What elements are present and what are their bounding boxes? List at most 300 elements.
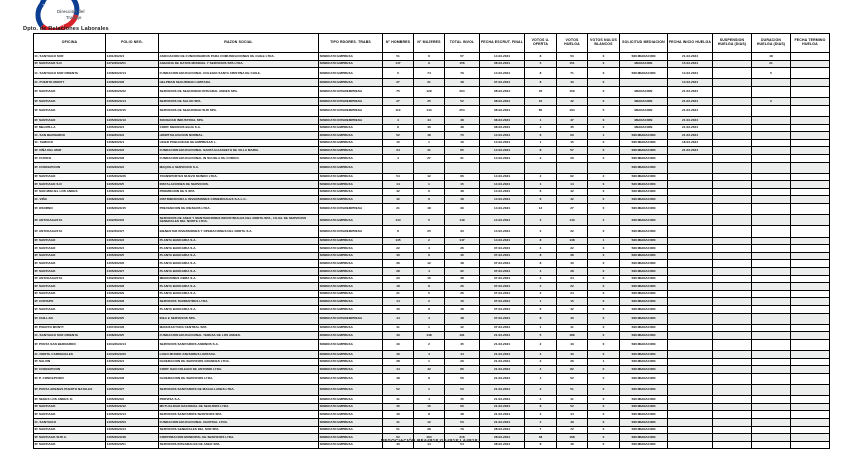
cell-fecha-termino-huelga (791, 68, 830, 79)
cell-fecha-termino-huelga (791, 324, 830, 332)
cell-votos-nulos-blancos: 0 (588, 124, 620, 132)
cell-suspension-huelga (713, 290, 752, 298)
cell-oficina: IP. ANTOFAGASTA (34, 215, 106, 226)
cell-suspension-huelga (713, 298, 752, 306)
cell-n-hombres: 4 (383, 154, 414, 162)
cell-total-involucrados: 254 (445, 105, 480, 116)
cell-n-mujeres: 4 (414, 313, 445, 324)
cell-votos-huelga: 46 (557, 441, 588, 449)
table-row[interactable] (34, 60, 830, 68)
table-row[interactable] (34, 98, 830, 106)
cell-tipo-trabajadores: SINDICATO EMPRESA (319, 154, 383, 162)
cell-n-hombres: 23 (383, 275, 414, 283)
cell-razon-social: FUNDACION EDUCACIONAL COLEGIO SANTA CRISTINA DE CHILE. (159, 68, 319, 79)
cell-fecha-inicio-huelga (668, 162, 713, 173)
cell-razon-social: SERVICIOS DE SALUD SPA. (159, 98, 319, 106)
cell-n-mujeres: 4 (414, 351, 445, 359)
cell-folio: 1405/2024/12 (106, 403, 159, 411)
cell-oficina: IP. ANTOFAGASTA (34, 226, 106, 237)
cell-fecha-escrutinio: 07-03-2024 (480, 268, 525, 276)
cell-tipo-trabajadores: SINDICATO EMPRESA (319, 252, 383, 260)
cell-tipo-trabajadores: SINDICATO INTEREMPRESA (319, 98, 383, 106)
cell-n-mujeres: 25 (414, 226, 445, 237)
cell-oficina: IP. OSORNO (34, 204, 106, 215)
cell-solicitud-mediacion: SIN MEDIACION (620, 139, 668, 147)
cell-total-involucrados: 149 (445, 215, 480, 226)
cell-duracion-huelga (752, 275, 791, 283)
table-row[interactable] (34, 339, 830, 350)
cell-fecha-escrutinio: 14-03-2024 (480, 154, 525, 162)
cell-razon-social: PLANTA BANCARIA S.A. (159, 283, 319, 291)
cell-n-hombres: 27 (383, 79, 414, 87)
cell-folio: 1405/2024/14 (106, 411, 159, 419)
cell-fecha-termino-huelga (791, 290, 830, 298)
cell-fecha-escrutinio: 07-03-2024 (480, 305, 525, 313)
cell-votos-huelga: 51 (557, 385, 588, 396)
cell-solicitud-mediacion: SIN MEDIACION (620, 385, 668, 396)
cell-folio: 1408/2024/5 (106, 332, 159, 340)
table-row[interactable] (34, 245, 830, 253)
cell-fecha-termino-huelga (791, 339, 830, 350)
table-row[interactable] (34, 252, 830, 260)
col-n-hombres: N° HOMBRES (383, 34, 414, 53)
cell-suspension-huelga (713, 426, 752, 434)
cell-duracion-huelga (752, 411, 791, 419)
cell-n-hombres: 52 (383, 385, 414, 396)
cell-votos-ultima-oferta: 4 (525, 351, 557, 359)
cell-solicitud-mediacion: SIN MEDIACION (620, 358, 668, 366)
cell-votos-huelga: 40 (557, 351, 588, 359)
table-row[interactable] (34, 324, 830, 332)
cell-folio: 1405/2024/22 (106, 86, 159, 97)
cell-oficina: IC. VIÑA (34, 196, 106, 204)
cell-n-mujeres: 41 (414, 147, 445, 155)
cell-razon-social: FEDERACION DE SERVICIOS LTDA. (159, 373, 319, 384)
cell-tipo-trabajadores: SINDICATO EMPRESA (319, 237, 383, 245)
cell-votos-ultima-oferta: 8 (525, 147, 557, 155)
cell-n-mujeres: 74 (414, 68, 445, 79)
col-suspension-huelga: SUSPENSION HUELGA (DIAS) (713, 34, 752, 53)
cell-suspension-huelga (713, 351, 752, 359)
cell-votos-nulos-blancos: 0 (588, 268, 620, 276)
table-row[interactable] (34, 181, 830, 189)
cell-fecha-termino-huelga (791, 252, 830, 260)
cell-suspension-huelga (713, 324, 752, 332)
cell-votos-nulos-blancos: 0 (588, 324, 620, 332)
cell-duracion-huelga (752, 305, 791, 313)
cell-n-mujeres (414, 162, 445, 173)
table-row[interactable] (34, 358, 830, 366)
cell-total-involucrados: 56 (445, 373, 480, 384)
cell-solicitud-mediacion: SIN MEDIACION (620, 188, 668, 196)
cell-votos-nulos-blancos: 0 (588, 290, 620, 298)
cell-razon-social: HOSPITALIZACION NORMAL. (159, 132, 319, 140)
cell-n-mujeres: 1 (414, 324, 445, 332)
cell-n-hombres: 41 (383, 419, 414, 427)
cell-n-hombres: 45 (383, 403, 414, 411)
cell-votos-nulos-blancos: 0 (588, 98, 620, 106)
cell-votos-nulos-blancos: 0 (588, 426, 620, 434)
cell-tipo-trabajadores: SINDICATO EMPRESA (319, 60, 383, 68)
cell-solicitud-mediacion: SIN MEDIACION (620, 132, 668, 140)
cell-folio: 1405/2024/8 (106, 283, 159, 291)
cell-n-mujeres: 8 (414, 283, 445, 291)
cell-tipo-trabajadores: SINDICATO EMPRESA (319, 139, 383, 147)
cell-tipo-trabajadores: SINDICATO EMPRESA (319, 373, 383, 384)
cell-suspension-huelga (713, 147, 752, 155)
cell-suspension-huelga (713, 139, 752, 147)
cell-fecha-inicio-huelga (668, 173, 713, 181)
table-row[interactable] (34, 411, 830, 419)
table-row[interactable] (34, 226, 830, 237)
cell-total-involucrados: 156 (445, 60, 480, 68)
table-row[interactable] (34, 426, 830, 434)
table-row[interactable] (34, 385, 830, 396)
cell-suspension-huelga (713, 162, 752, 173)
cell-suspension-huelga (713, 332, 752, 340)
cell-razon-social: FUNDACION EDUCACIONAL TERESA DE LOS ANDES. (159, 332, 319, 340)
cell-folio: 1403/2024/8 (106, 373, 159, 384)
cell-solicitud-mediacion: SIN MEDIACION (620, 324, 668, 332)
cell-n-mujeres: 9 (414, 60, 445, 68)
cell-n-hombres: 147 (383, 60, 414, 68)
cell-razon-social: PREVENCION DE RIESGOS LTDA. (159, 204, 319, 215)
cell-razon-social: MAQUILA SERVICIOS S.A. (159, 162, 319, 173)
cell-fecha-inicio-huelga (668, 313, 713, 324)
cell-fecha-escrutinio: 14-03-2024 (480, 196, 525, 204)
cell-fecha-termino-huelga (791, 366, 830, 374)
cell-razon-social: CORP. MEDICOS BAJA S.A. (159, 124, 319, 132)
cell-fecha-escrutinio: 08-03-2024 (480, 124, 525, 132)
table-row[interactable] (34, 403, 830, 411)
cell-total-involucrados: 26 (445, 283, 480, 291)
cell-fecha-inicio-huelga: 21-03-2024 (668, 132, 713, 140)
cell-tipo-trabajadores: SINDICATO EMPRESA (319, 124, 383, 132)
cell-votos-ultima-oferta: 5 (525, 60, 557, 68)
cell-duracion-huelga (752, 419, 791, 427)
cell-votos-nulos-blancos: 5 (588, 105, 620, 116)
cell-votos-huelga: 49 (557, 419, 588, 427)
cell-n-mujeres: 12 (414, 419, 445, 427)
cell-votos-ultima-oferta: 4 (525, 283, 557, 291)
cell-n-mujeres: 2 (414, 339, 445, 350)
cell-oficina: IC. TEMUCO (34, 139, 106, 147)
cell-n-mujeres: 15 (414, 403, 445, 411)
cell-votos-nulos-blancos: 0 (588, 204, 620, 215)
table-row[interactable] (34, 283, 830, 291)
cell-solicitud-mediacion: MEDIACION (620, 116, 668, 124)
cell-votos-ultima-oferta: 8 (525, 260, 557, 268)
cell-fecha-termino-huelga (791, 173, 830, 181)
cell-votos-huelga: 52 (557, 373, 588, 384)
cell-n-mujeres: 12 (414, 260, 445, 268)
cell-tipo-trabajadores: SINDICATO EMPRESA (319, 358, 383, 366)
col-votos-nulos-blancos: VOTOS NULOS BLANCOS (588, 34, 620, 53)
cell-votos-huelga: 72 (557, 426, 588, 434)
cell-n-hombres: 15 (383, 139, 414, 147)
table-row[interactable] (34, 260, 830, 268)
cell-tipo-trabajadores: SINDICATO EMPRESA (319, 147, 383, 155)
cell-votos-huelga: 151 (557, 60, 588, 68)
table-row[interactable] (34, 79, 830, 87)
cell-votos-huelga: 138 (557, 237, 588, 245)
cell-duracion-huelga (752, 385, 791, 396)
cell-duracion-huelga (752, 237, 791, 245)
cell-suspension-huelga (713, 403, 752, 411)
cell-votos-ultima-oferta: 2 (525, 226, 557, 237)
cell-votos-nulos-blancos: 0 (588, 68, 620, 79)
cell-solicitud-mediacion: SIN MEDIACION (620, 252, 668, 260)
footer-note: NEGOCIACIÓN RE&#818;G&#818;L&#818; (380, 438, 480, 443)
cell-tipo-trabajadores: SINDICATO EMPRESA (319, 181, 383, 189)
cell-suspension-huelga (713, 275, 752, 283)
table-row[interactable] (34, 275, 830, 283)
cell-votos-ultima-oferta: 12 (525, 204, 557, 215)
cell-votos-huelga: 40 (557, 79, 588, 87)
table-row[interactable] (34, 351, 830, 359)
cell-suspension-huelga (713, 132, 752, 140)
cell-suspension-huelga (713, 245, 752, 253)
cell-tipo-trabajadores: SINDICATO EMPRESA (319, 260, 383, 268)
cell-fecha-termino-huelga (791, 419, 830, 427)
col-solicitud-mediacion: SOLICITUD MEDIACION (620, 34, 668, 53)
cell-folio: 1402/2024/7 (106, 226, 159, 237)
cell-folio: 1403/2024/5 (106, 313, 159, 324)
table-row[interactable] (34, 215, 830, 226)
table-row[interactable] (34, 86, 830, 97)
cell-fecha-escrutinio: 14-03-2024 (480, 188, 525, 196)
cell-razon-social: PLANTA BANCARIA S.A. (159, 260, 319, 268)
cell-total-involucrados: 16 (445, 139, 480, 147)
cell-n-hombres (383, 162, 414, 173)
cell-oficina: IP. SANTIAGO (34, 411, 106, 419)
cell-fecha-inicio-huelga (668, 260, 713, 268)
table-row[interactable] (34, 124, 830, 132)
cell-votos-huelga: 42 (557, 98, 588, 106)
cell-total-involucrados: 48 (445, 124, 480, 132)
cell-votos-ultima-oferta: 7 (525, 426, 557, 434)
cell-votos-ultima-oferta: 48 (525, 434, 557, 442)
cell-fecha-inicio-huelga: 18-03-2024 (668, 139, 713, 147)
cell-solicitud-mediacion: SIN MEDIACION (620, 332, 668, 340)
cell-fecha-escrutinio: 07-03-2024 (480, 290, 525, 298)
cell-n-mujeres: 6 (414, 196, 445, 204)
cell-fecha-termino-huelga (791, 162, 830, 173)
cell-duracion-huelga (752, 245, 791, 253)
cell-n-hombres: 54 (383, 173, 414, 181)
cell-razon-social: FUNDACION EDUCACIONAL SANTA ELIZABETH DE VILLA MARIA. (159, 147, 319, 155)
cell-n-hombres: 40 (383, 252, 414, 260)
table-row[interactable] (34, 290, 830, 298)
cell-total-involucrados: 65 (445, 147, 480, 155)
cell-oficina: IP. SANTIAGO S.N (34, 181, 106, 189)
cell-duracion-huelga: 18 (752, 53, 791, 61)
cell-n-mujeres: 1 (414, 358, 445, 366)
table-row[interactable] (34, 132, 830, 140)
cell-solicitud-mediacion: SIN MEDIACION (620, 53, 668, 61)
table-row[interactable] (34, 268, 830, 276)
cell-votos-nulos-blancos: 0 (588, 351, 620, 359)
table-row[interactable] (34, 204, 830, 215)
cell-n-mujeres: 5 (414, 290, 445, 298)
cell-tipo-trabajadores: SINDICATO EMPRESA (319, 68, 383, 79)
cell-fecha-termino-huelga (791, 188, 830, 196)
cell-total-involucrados: 15 (445, 181, 480, 189)
cell-votos-huelga: 43 (557, 339, 588, 350)
cell-votos-nulos-blancos: 0 (588, 305, 620, 313)
cell-oficina: IP. P. CONCEPCION (34, 373, 106, 384)
cell-n-mujeres: 148 (414, 332, 445, 340)
cell-fecha-inicio-huelga: 21-03-2024 (668, 86, 713, 97)
cell-folio: 1405/2024/6 (106, 260, 159, 268)
cell-total-involucrados: 147 (445, 237, 480, 245)
cell-fecha-inicio-huelga: 21-03-2024 (668, 105, 713, 116)
table-row[interactable] (34, 237, 830, 245)
cell-duracion-huelga (752, 116, 791, 124)
cell-duracion-huelga (752, 132, 791, 140)
cell-folio: 1405/2024/2 (106, 305, 159, 313)
cell-votos-huelga: 34 (557, 275, 588, 283)
cell-votos-nulos-blancos: 0 (588, 411, 620, 419)
cell-votos-ultima-oferta: 1 (525, 324, 557, 332)
table-row[interactable] (34, 188, 830, 196)
cell-total-involucrados: 29 (445, 358, 480, 366)
logo-line-1: Dirección del (57, 9, 85, 14)
cell-razon-social: CORPORACION MUNICIPAL DE SERVICIOS LTDA. (159, 434, 319, 442)
cell-fecha-inicio-huelga (668, 339, 713, 350)
cell-fecha-inicio-huelga: 15-03-2024 (668, 60, 713, 68)
table-row[interactable] (34, 196, 830, 204)
cell-n-hombres: 4 (383, 116, 414, 124)
cell-votos-huelga: 24 (557, 290, 588, 298)
cell-votos-nulos-blancos: 0 (588, 188, 620, 196)
cell-oficina: IP. SANTIAGO (34, 98, 106, 106)
cell-tipo-trabajadores: SINDICATO EMPRESA (319, 79, 383, 87)
cell-votos-nulos-blancos: 0 (588, 298, 620, 306)
cell-fecha-escrutinio: 21-03-2024 (480, 366, 525, 374)
cell-tipo-trabajadores: SINDICATO EMPRESA (319, 411, 383, 419)
cell-folio: 1404/2024/14 (106, 339, 159, 350)
table-row[interactable] (34, 373, 830, 384)
table-row[interactable] (34, 396, 830, 404)
cell-fecha-termino-huelga (791, 215, 830, 226)
cell-votos-ultima-oferta: 1 (525, 298, 557, 306)
cell-oficina: IP. SALVIN (34, 358, 106, 366)
cell-fecha-inicio-huelga: 21-03-2024 (668, 124, 713, 132)
cell-total-involucrados: 66 (445, 173, 480, 181)
cell-solicitud-mediacion: SIN MEDIACION (620, 260, 668, 268)
table-row[interactable] (34, 105, 830, 116)
cell-fecha-escrutinio: 08-03-2024 (480, 86, 525, 97)
table-row[interactable] (34, 313, 830, 324)
cell-duracion-huelga (752, 358, 791, 366)
cell-suspension-huelga (713, 373, 752, 384)
cell-oficina: IP. SANTIAGO (34, 173, 106, 181)
cell-duracion-huelga (752, 124, 791, 132)
cell-solicitud-mediacion: SIN MEDIACION (620, 366, 668, 374)
cell-fecha-escrutinio: 14-03-2024 (480, 215, 525, 226)
cell-fecha-escrutinio: 28-03-2024 (480, 434, 525, 442)
cell-votos-ultima-oferta: 4 (525, 419, 557, 427)
table-row[interactable] (34, 147, 830, 155)
cell-votos-ultima-oferta: 5 (525, 332, 557, 340)
cell-total-involucrados: 70 (445, 132, 480, 140)
cell-n-hombres: 22 (383, 245, 414, 253)
cell-razon-social: ASOCIACION DE FUNCIONARIOS PARA COMUNICACIONES DE CHILE LTDA. (159, 53, 319, 61)
cell-fecha-escrutinio: 21-03-2024 (480, 419, 525, 427)
cell-suspension-huelga (713, 283, 752, 291)
cell-razon-social: SERVICIOS DE ASEO Y MANTENCIONES INDUSTRIALES DEL NORTE SPA., FILIAL DE SERVICIOS GENERALES DEL NORTE LTDA. (159, 215, 319, 226)
cell-razon-social: SERVICIOS SANITARIOS ANDINOS S.A. (159, 339, 319, 350)
cell-fecha-escrutinio: 14-03-2024 (480, 147, 525, 155)
cell-votos-huelga: 32 (557, 226, 588, 237)
cell-n-mujeres: 4 (414, 268, 445, 276)
cell-n-mujeres: 14 (414, 441, 445, 449)
cell-razon-social: PLANTA BANCARIA S.A. (159, 290, 319, 298)
cell-duracion-huelga (752, 298, 791, 306)
cell-fecha-inicio-huelga (668, 237, 713, 245)
table-row[interactable] (34, 116, 830, 124)
cell-total-involucrados: 216 (445, 434, 480, 442)
table-row[interactable] (34, 162, 830, 173)
cell-oficina: IC. SANTIAGO (34, 419, 106, 427)
table-row[interactable] (34, 154, 830, 162)
cell-tipo-trabajadores: SINDICATO EMPRESA (319, 132, 383, 140)
cell-votos-ultima-oferta: 4 (525, 366, 557, 374)
cell-votos-ultima-oferta: 4 (525, 396, 557, 404)
table-row[interactable] (34, 53, 830, 61)
cell-suspension-huelga (713, 116, 752, 124)
cell-total-involucrados: 57 (445, 53, 480, 61)
cell-n-mujeres: 12 (414, 173, 445, 181)
cell-razon-social: PROMOCION DE S SPA. (159, 188, 319, 196)
table-row[interactable] (34, 298, 830, 306)
cell-n-hombres: 145 (383, 237, 414, 245)
cell-fecha-escrutinio: 07-03-2024 (480, 245, 525, 253)
cell-fecha-escrutinio: 28-03-2024 (480, 426, 525, 434)
cell-votos-nulos-blancos: 0 (588, 53, 620, 61)
cell-votos-ultima-oferta: 4 (525, 268, 557, 276)
cell-n-mujeres: 8 (414, 305, 445, 313)
table-row[interactable] (34, 173, 830, 181)
table-row[interactable] (34, 419, 830, 427)
cell-solicitud-mediacion: MEDIACION (620, 98, 668, 106)
cell-fecha-escrutinio: 08-03-2024 (480, 60, 525, 68)
cell-fecha-termino-huelga (791, 298, 830, 306)
col-votos-huelga: VOTOS HUELGA (557, 34, 588, 53)
table-row[interactable] (34, 332, 830, 340)
cell-suspension-huelga (713, 124, 752, 132)
table-row[interactable] (34, 305, 830, 313)
cell-tipo-trabajadores: SINDICATO EMPRESA (319, 403, 383, 411)
cell-total-involucrados: 38 (445, 275, 480, 283)
cell-oficina: IP. SANTIAGO (34, 403, 106, 411)
cell-duracion-huelga (752, 196, 791, 204)
cell-fecha-termino-huelga (791, 313, 830, 324)
cell-fecha-inicio-huelga (668, 252, 713, 260)
table-row[interactable] (34, 68, 830, 79)
cell-fecha-escrutinio: 08-03-2024 (480, 116, 525, 124)
cell-n-mujeres: 6 (414, 188, 445, 196)
cell-votos-nulos-blancos: 0 (588, 396, 620, 404)
cell-fecha-termino-huelga (791, 79, 830, 87)
cell-fecha-escrutinio: 08-03-2024 (480, 105, 525, 116)
col-razon-social: RAZON SOCIAL (159, 34, 319, 53)
table-row[interactable] (34, 366, 830, 374)
table-row[interactable] (34, 139, 830, 147)
cell-fecha-escrutinio: 08-03-2024 (480, 98, 525, 106)
cell-solicitud-mediacion: SIN MEDIACION (620, 351, 668, 359)
